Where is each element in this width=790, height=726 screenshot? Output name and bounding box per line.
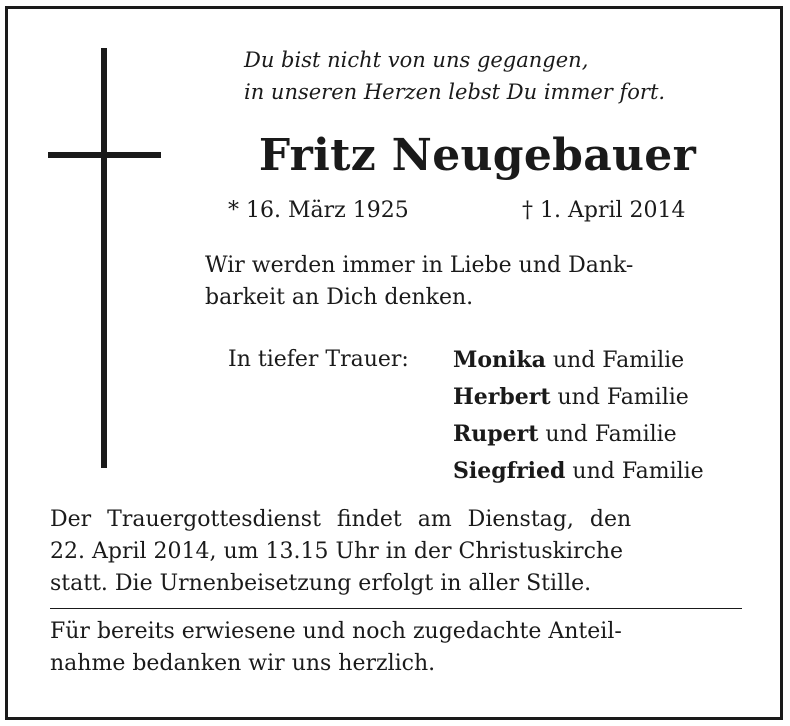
mourning-label: In tiefer Trauer:: [228, 347, 409, 372]
motto-line-1: Du bist nicht von uns gegangen,: [244, 48, 589, 72]
service-line-3: statt. Die Urnenbeisetzung erfolgt in aller Stille.: [50, 571, 592, 596]
mourner-name: Herbert: [453, 384, 551, 410]
mourner-entry: [453, 453, 704, 490]
birth-date: * 16. März 1925: [228, 198, 409, 223]
mourner-suffix: und Familie: [538, 422, 677, 447]
mourner-suffix: und Familie: [545, 348, 685, 373]
service-announcement: [50, 504, 742, 600]
mourner-entry: [453, 342, 704, 379]
service-line-1: Der Trauergottesdienst findet am Dienstag, den: [50, 507, 632, 532]
divider-line: [50, 608, 742, 609]
cross-horizontal-bar: [48, 152, 161, 158]
cross-vertical-bar: [101, 48, 107, 468]
mourner-suffix: und Familie: [550, 385, 689, 410]
remembrance-text: [205, 250, 745, 314]
thanks-line-1: Für bereits erwiesene und noch zugedachte Anteil-: [50, 619, 622, 644]
motto-line-2: in unseren Herzen lebst Du immer fort.: [244, 80, 666, 104]
remembrance-line-1: Wir werden immer in Liebe und Dank-: [205, 253, 634, 278]
mourner-entry: [453, 379, 704, 416]
mourners-list: [453, 342, 704, 490]
service-line-2: 22. April 2014, um 13.15 Uhr in der Christuskirche: [50, 539, 624, 564]
motto: [244, 44, 754, 108]
death-date: † 1. April 2014: [522, 198, 686, 223]
mourner-name: Monika: [453, 347, 546, 373]
mourner-name: Siegfried: [453, 458, 566, 484]
mourner-entry: [453, 416, 704, 453]
deceased-name: Fritz Neugebauer: [258, 130, 697, 181]
mourner-name: Rupert: [453, 421, 539, 447]
mourner-suffix: und Familie: [565, 459, 704, 484]
thanks-line-2: nahme bedanken wir uns herzlich.: [50, 651, 436, 676]
thanks-text: [50, 616, 742, 680]
remembrance-line-2: barkeit an Dich denken.: [205, 285, 474, 310]
